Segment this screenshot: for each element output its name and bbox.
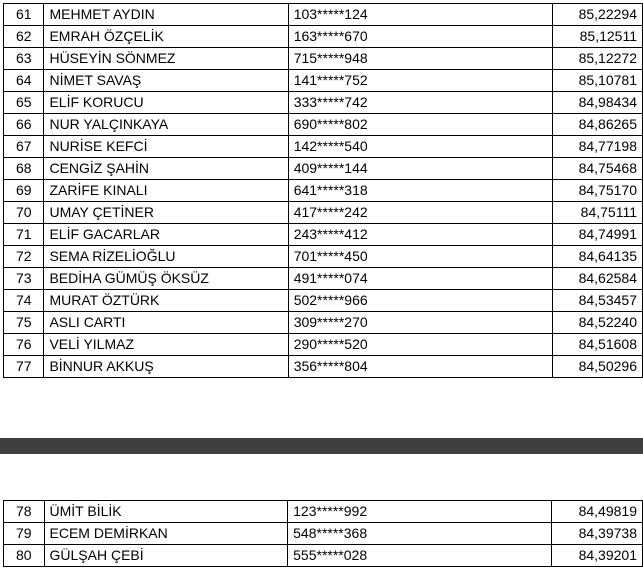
score-cell: 84,49819 [552,501,643,523]
row-number-cell: 64 [4,70,44,92]
id-number-cell: 142*****540 [288,136,552,158]
table-row [4,290,643,312]
id-number-cell: 123*****992 [288,501,552,523]
row-number-cell: 71 [4,224,44,246]
id-number-cell: 690*****802 [288,114,552,136]
row-number-cell: 72 [4,246,44,268]
name-cell: ZARİFE KINALI [44,180,288,202]
table-row [4,158,643,180]
name-cell: NUR YALÇINKAYA [44,114,288,136]
score-cell: 85,22294 [552,4,642,26]
row-number-cell: 69 [4,180,44,202]
row-number-cell: 66 [4,114,44,136]
table-row [4,114,643,136]
table-row [4,92,643,114]
score-cell: 84,86265 [552,114,642,136]
score-cell: 85,12511 [552,26,642,48]
score-cell: 84,98434 [552,92,642,114]
id-number-cell: 502*****966 [288,290,552,312]
id-number-cell: 141*****752 [288,70,552,92]
name-cell: CENGİZ ŞAHİN [44,158,288,180]
name-cell: ÜMİT BİLİK [44,501,288,523]
score-cell: 84,51608 [552,334,642,356]
table-row [4,246,643,268]
id-number-cell: 641*****318 [288,180,552,202]
id-number-cell: 715*****948 [288,48,552,70]
name-cell: MURAT ÖZTÜRK [44,290,288,312]
row-number-cell: 76 [4,334,44,356]
id-number-cell: 548*****368 [288,523,552,545]
score-cell: 84,77198 [552,136,642,158]
score-cell: 84,62584 [552,268,642,290]
name-cell: ELİF KORUCU [44,92,288,114]
id-number-cell: 290*****520 [288,334,552,356]
table-row [4,70,643,92]
table-row [4,334,643,356]
name-cell: BİNNUR AKKUŞ [44,356,288,378]
row-number-cell: 79 [4,523,45,545]
ranking-table-bottom [3,500,643,567]
table-row [4,136,643,158]
score-cell: 85,12272 [552,48,642,70]
id-number-cell: 409*****144 [288,158,552,180]
row-number-cell: 74 [4,290,44,312]
id-number-cell: 491*****074 [288,268,552,290]
name-cell: VELİ YILMAZ [44,334,288,356]
row-number-cell: 77 [4,356,44,378]
row-number-cell: 73 [4,268,44,290]
id-number-cell: 309*****270 [288,312,552,334]
name-cell: GÜLŞAH ÇEBİ [44,545,288,567]
table-row [4,356,643,378]
name-cell: BEDİHA GÜMÜŞ ÖKSÜZ [44,268,288,290]
id-number-cell: 333*****742 [288,92,552,114]
row-number-cell: 75 [4,312,44,334]
id-number-cell: 356*****804 [288,356,552,378]
score-cell: 84,50296 [552,356,642,378]
id-number-cell: 417*****242 [288,202,552,224]
score-cell: 84,75111 [552,202,642,224]
score-cell: 84,75468 [552,158,642,180]
id-number-cell: 103*****124 [288,4,552,26]
row-number-cell: 80 [4,545,45,567]
ranking-table-body [4,4,643,378]
score-cell: 84,64135 [552,246,642,268]
score-cell: 84,39201 [552,545,643,567]
score-cell: 84,39738 [552,523,643,545]
score-cell: 84,75170 [552,180,642,202]
table-row [4,523,643,545]
row-number-cell: 68 [4,158,44,180]
row-number-cell: 78 [4,501,45,523]
name-cell: ECEM DEMİRKAN [44,523,288,545]
row-number-cell: 62 [4,26,44,48]
table-row [4,268,643,290]
id-number-cell: 555*****028 [288,545,552,567]
table-row [4,180,643,202]
score-cell: 84,52240 [552,312,642,334]
row-number-cell: 61 [4,4,44,26]
row-number-cell: 67 [4,136,44,158]
score-cell: 84,53457 [552,290,642,312]
name-cell: NURİSE KEFCİ [44,136,288,158]
name-cell: SEMA RİZELİOĞLU [44,246,288,268]
table-row [4,312,643,334]
row-number-cell: 63 [4,48,44,70]
name-cell: ASLI CARTI [44,312,288,334]
name-cell: MEHMET AYDIN [44,4,288,26]
table-row [4,4,643,26]
table-row [4,501,643,523]
table-row [4,26,643,48]
table-row [4,545,643,567]
name-cell: EMRAH ÖZÇELİK [44,26,288,48]
row-number-cell: 70 [4,202,44,224]
table-row [4,202,643,224]
page-break-divider [0,438,643,454]
score-cell: 84,74991 [552,224,642,246]
ranking-table-top [3,3,643,378]
name-cell: HÜSEYİN SÖNMEZ [44,48,288,70]
table-row [4,48,643,70]
table-row [4,224,643,246]
name-cell: NİMET SAVAŞ [44,70,288,92]
id-number-cell: 701*****450 [288,246,552,268]
name-cell: UMAY ÇETİNER [44,202,288,224]
row-number-cell: 65 [4,92,44,114]
id-number-cell: 243*****412 [288,224,552,246]
name-cell: ELİF GACARLAR [44,224,288,246]
ranking-table-body [4,501,643,567]
id-number-cell: 163*****670 [288,26,552,48]
score-cell: 85,10781 [552,70,642,92]
